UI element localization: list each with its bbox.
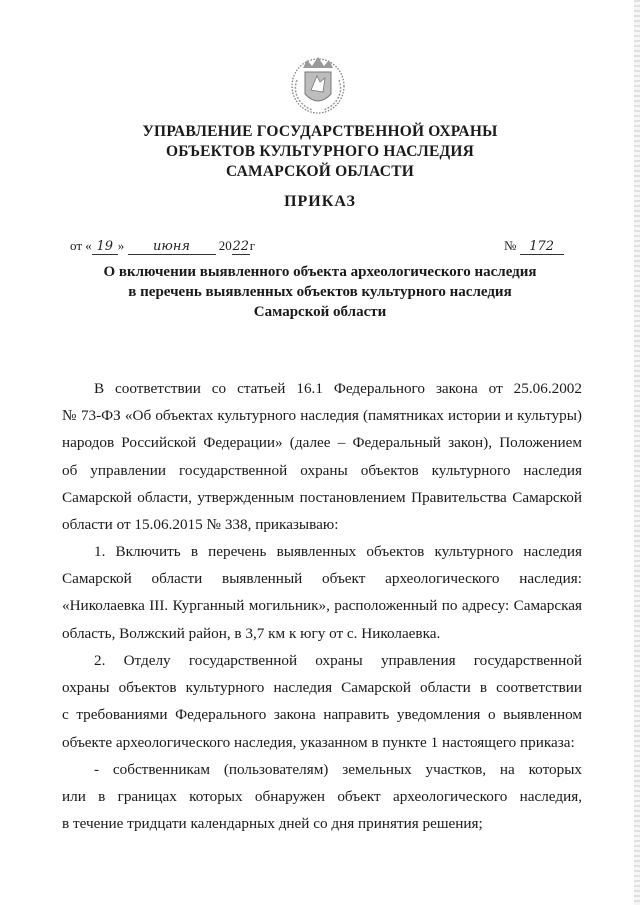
subject-line-3: Самарской области [253, 304, 387, 320]
text-line: «Николаевка III. Курганный могильник», расположенный по адресу: Самарская [62, 597, 582, 615]
text-line: 2. Отделу государственной охраны управления государственной [94, 652, 582, 669]
org-name-line-3: САМАРСКОЙ ОБЛАСТИ [225, 163, 414, 180]
subject-line-2: в перечень выявленных объектов культурного наследия [128, 284, 512, 300]
order-date [70, 238, 255, 255]
text-line: 1. Включить в перечень выявленных объектов культурного наследия [94, 543, 582, 560]
org-name-line-1: УПРАВЛЕНИЕ ГОСУДАРСТВЕННОЙ ОХРАНЫ [142, 123, 498, 140]
text-line: Самарской области выявленный объект археологического наследия: [62, 570, 582, 588]
text-line: народов Российской Федерации» (далее – Федеральный закон), Положением [62, 434, 582, 452]
paragraph-item-1 [62, 538, 582, 647]
text-line: В соответствии со статьей 16.1 Федерального закона от 25.06.2002 [94, 380, 582, 397]
text-line: Самарской области, утвержденным постановлением Правительства Самарской [62, 488, 582, 506]
date-day: 19 [92, 239, 118, 255]
coat-of-arms-emblem [287, 50, 349, 116]
date-prefix: от « [70, 238, 92, 253]
year-prefix: 20 [218, 238, 232, 253]
paragraph-bullet [62, 756, 582, 838]
text-line: область, Волжский район, в 3,7 км к югу от с. Николаевка. [62, 624, 441, 642]
paragraph-item-2 [62, 647, 582, 756]
subject-line-1: О включении выявленного объекта археологического наследия [103, 264, 537, 280]
paragraph-preamble [62, 375, 582, 538]
number-value: 172 [520, 239, 564, 255]
text-line: об управлении государственной охраны объектов культурного наследия [62, 461, 582, 479]
text-line: в течение тридцати календарных дней со дня принятия решения; [62, 815, 483, 833]
org-name-line-2: ОБЪЕКТОВ КУЛЬТУРНОГО НАСЛЕДИЯ [165, 143, 475, 160]
year-suffix: 22 [232, 239, 250, 254]
document-type-title: ПРИКАЗ [284, 193, 356, 210]
text-line: области от 15.06.2015 № 338, приказываю: [62, 516, 339, 534]
order-number [504, 238, 564, 255]
number-label: № [504, 238, 517, 253]
date-month: июня [128, 239, 216, 255]
scan-edge-artifact [634, 0, 640, 905]
date-mid: » [117, 238, 125, 253]
text-line: - собственникам (пользователям) земельных участков, на которых [94, 761, 582, 778]
text-line: № 73-ФЗ «Об объектах культурного наследия (памятниках истории и культуры) [62, 407, 582, 425]
year-end: г [249, 238, 256, 253]
text-line: охраны объектов культурного наследия Самарской области в соответствии [62, 679, 582, 697]
text-line: объекте археологического наследия, указанном в пункте 1 настоящего приказа: [62, 733, 575, 751]
text-line: или в границах которых обнаружен объект археологического наследия, [62, 788, 582, 806]
text-line: с требованиями Федерального закона направить уведомления о выявленном [62, 706, 582, 724]
